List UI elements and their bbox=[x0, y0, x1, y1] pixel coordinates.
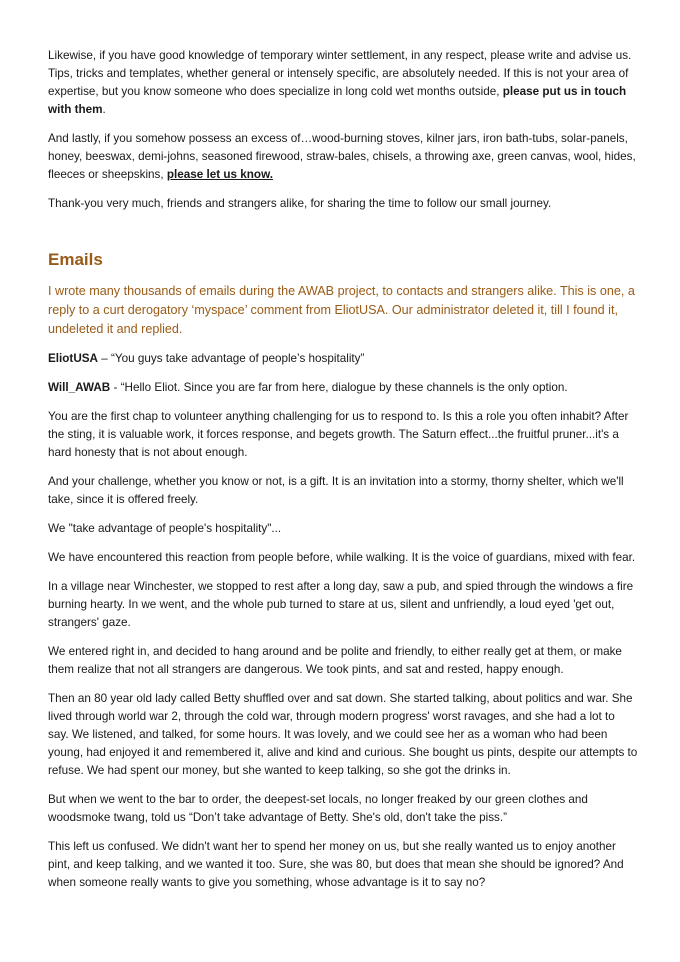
email-quote: – “You guys take advantage of people’s hospitality” bbox=[98, 352, 365, 365]
body-paragraph: But when we went to the bar to order, the deepest-set locals, no longer freaked by our green clothes and woodsmoke twang, told us “Don’t take advantage of Betty. She's old, don't take the piss.” bbox=[48, 793, 588, 824]
section-heading: Emails bbox=[48, 250, 103, 269]
document-page bbox=[48, 47, 638, 903]
paragraph-end: . bbox=[102, 103, 106, 116]
body-paragraph: And your challenge, whether you know or not, is a gift. It is an invitation into a stormy, thorny shelter, which we'll take, since it is offered freely. bbox=[48, 475, 624, 506]
sender-name: EliotUSA bbox=[48, 352, 98, 365]
paragraph-text: And lastly, if you somehow possess an excess of…wood-burning stoves, kilner jars, iron bath-tubs, solar-panels, honey, beeswax, demi-johns, seasoned firewood, straw-bales, chisels, a throwing axe, green canvas, wool, hides, fleeces or sheepskins, bbox=[48, 132, 636, 181]
body-paragraph: We "take advantage of people's hospitality"... bbox=[48, 522, 282, 535]
body-paragraph: You are the first chap to volunteer anything challenging for us to respond to. Is this a role you often inhabit? After the sting, it is valuable work, it forces response, and begets growth. The Saturn effect...the fruitful pruner...it's a hard honesty that is not about enough. bbox=[48, 410, 629, 459]
body-paragraph: Then an 80 year old lady called Betty shuffled over and sat down. She started talking, about politics and war. She lived through world war 2, through the cold war, through modern progress' worst ravages, and she had a lot to say. We listened, and talked, for some hours. It was lovely, and we could see her as a woman who had been young, had enjoyed it and remembered it, alive and kind and curious. She bought us pints, despite our attempts to refuse. We had spent our money, but she wanted to keep talking, so she got the drinks in. bbox=[48, 692, 638, 777]
body-paragraph: In a village near Winchester, we stopped to rest after a long day, saw a pub, and spied through the windows a fire burning hearty. In we went, and the whole pub turned to stare at us, silent and unfriendly, a loud eyed 'get out, strangers' gaze. bbox=[48, 580, 634, 629]
section-intro: I wrote many thousands of emails during the AWAB project, to contacts and strangers alike. This is one, a reply to a curt derogatory ‘myspace’ comment from EliotUSA. Our administrator deleted it, till I found it, undeleted it and replied. bbox=[48, 284, 635, 336]
email-line-will bbox=[48, 379, 638, 397]
paragraph-supplies bbox=[48, 130, 638, 184]
body-paragraph: We entered right in, and decided to hang around and be polite and friendly, to either really get at them, or make them realize that not all strangers are dangerous. We took pints, and sat and rested, happy enough. bbox=[48, 645, 622, 676]
paragraph-winter-settlement bbox=[48, 47, 638, 119]
bold-underlined-request: please let us know. bbox=[166, 168, 273, 181]
body-paragraph: This left us confused. We didn't want her to spend her money on us, but she really wanted us to enjoy another pint, and keep talking, and we wanted it too. Sure, she was 80, but does that mean she should be ignored? And when someone really wants to give you something, whose advantage is it to say no? bbox=[48, 840, 624, 889]
email-line-eliot bbox=[48, 350, 638, 368]
sender-name: Will_AWAB bbox=[48, 381, 111, 394]
paragraph-text: Likewise, if you have good knowledge of temporary winter settlement, in any respect, please write and advise us. Tips, tricks and templates, whether general or intensely specific, are absolutely needed. If this is not your area of expertise, but you know someone who does specialize in long cold wet months outside, bbox=[48, 49, 632, 98]
email-quote: - “Hello Eliot. Since you are far from here, dialogue by these channels is the only option. bbox=[110, 381, 568, 394]
paragraph-thanks: Thank-you very much, friends and strangers alike, for sharing the time to follow our small journey. bbox=[48, 197, 552, 210]
bold-request: please put us in touch with them bbox=[48, 85, 627, 116]
body-paragraph: We have encountered this reaction from people before, while walking. It is the voice of guardians, mixed with fear. bbox=[48, 551, 636, 564]
